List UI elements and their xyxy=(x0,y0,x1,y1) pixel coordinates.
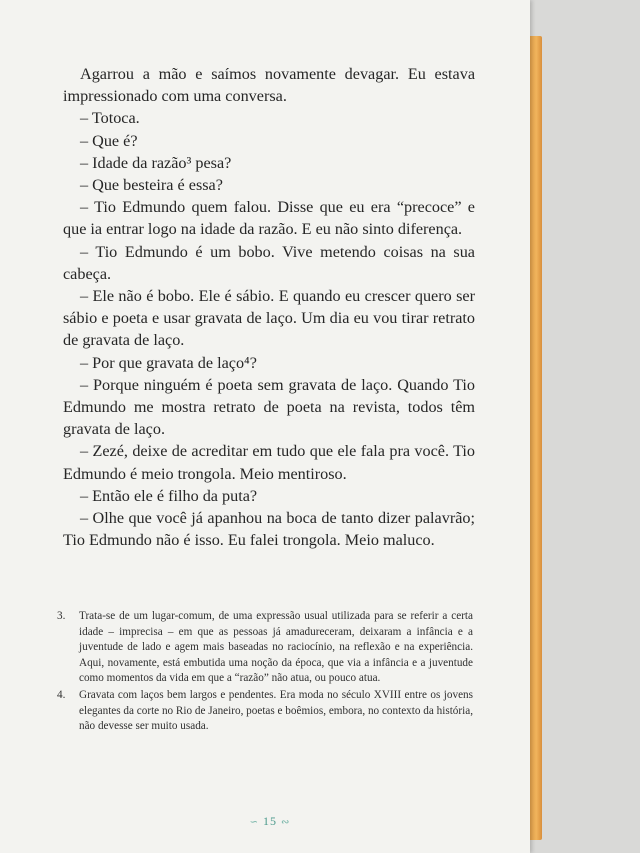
footnotes xyxy=(57,609,473,736)
paragraph-2: – Totoca. xyxy=(80,109,140,128)
paragraph-8: – Ele não é bobo. Ele é sábio. E quando eu crescer quero ser sábio e poeta e usar gravata de laço. Um dia eu vou tirar retrato de gravata de laço. xyxy=(63,287,475,350)
book-page-edge xyxy=(528,36,542,840)
paragraph-4: – Idade da razão³ pesa? xyxy=(80,153,232,172)
footnote-text: Gravata com laços bem largos e pendentes. Era moda no século XVIII entre os jovens elegantes da corte no Rio de Janeiro, poetas e boêmios, embora, no contexto da história, não devesse ser muito usada. xyxy=(79,688,473,733)
footnote-4 xyxy=(57,688,473,735)
paragraph-13: – Olhe que você já apanhou na boca de tanto dizer palavrão; Tio Edmundo não é isso. Eu falei trongola. Meio maluco. xyxy=(63,509,475,550)
footnote-3 xyxy=(57,609,473,687)
footnote-number: 4. xyxy=(57,688,66,701)
main-text xyxy=(63,63,475,551)
right-ornament-icon: ∾ xyxy=(281,817,291,828)
page-number xyxy=(230,814,310,829)
page-number-value: 15 xyxy=(263,814,277,828)
paragraph-9: – Por que gravata de laço⁴? xyxy=(80,353,257,372)
paragraph-3: – Que é? xyxy=(80,131,138,150)
paragraph-10: – Porque ninguém é poeta sem gravata de laço. Quando Tio Edmundo me mostra retrato de poeta na revista, todos têm gravata de laço. xyxy=(63,375,475,439)
footnote-number: 3. xyxy=(57,610,66,622)
paragraph-12: – Então ele é filho da puta? xyxy=(80,486,258,505)
paragraph-6: – Tio Edmundo quem falou. Disse que eu era “precoce” e que ia entrar logo na idade da razão. E eu não sinto diferença. xyxy=(63,198,475,239)
footnote-text: Trata-se de um lugar-comum, de uma expressão usual utilizada para se referir a certa idade – imprecisa – em que as pessoas já amadureceram, deixaram a infância e a juventude de lado e agem mais baseadas no raciocínio, na reflexão e na experiência. Aqui, novamente, está embutida uma noção da época, que via a infância e a juventude como momentos da vida em que a “razão” não atua, ou pouco atua. xyxy=(79,610,473,685)
paragraph-11: – Zezé, deixe de acreditar em tudo que ele fala pra você. Tio Edmundo é meio trongola. Meio mentiroso. xyxy=(63,442,475,483)
left-ornament-icon: ∽ xyxy=(249,817,259,828)
paragraph-7: – Tio Edmundo é um bobo. Vive metendo coisas na sua cabeça. xyxy=(63,242,475,283)
paragraph-5: – Que besteira é essa? xyxy=(80,176,223,195)
paragraph-1: Agarrou a mão e saímos novamente devagar. Eu estava impressionado com uma conversa. xyxy=(63,65,475,106)
